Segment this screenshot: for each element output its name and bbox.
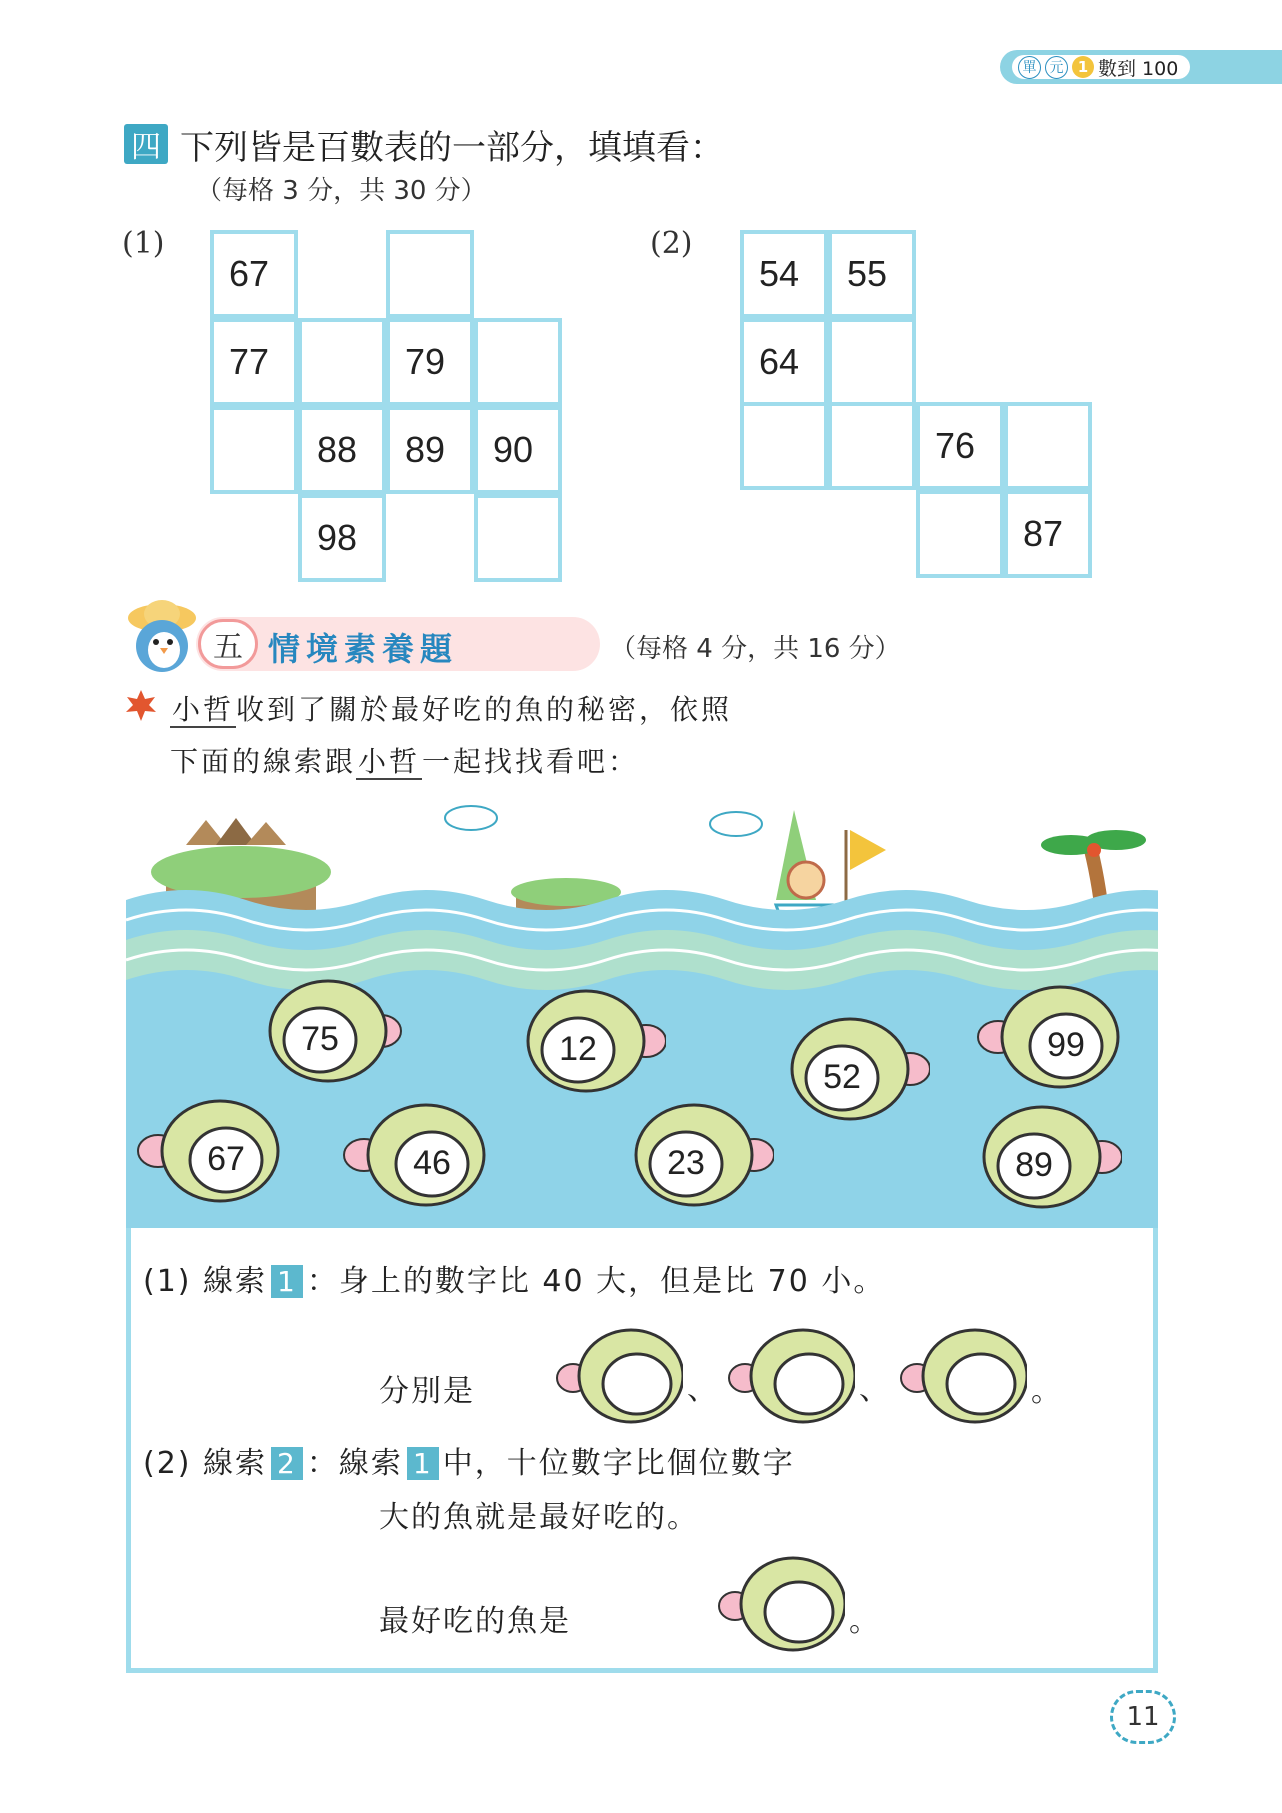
clue2-text-a: ：線索 <box>306 1446 403 1481</box>
p2-cell-r2c2-blank[interactable] <box>828 318 916 406</box>
p1-cell-r3c1-blank[interactable] <box>210 406 298 494</box>
puzzle1-label: (1) <box>122 226 165 261</box>
intro-text-part2: 下面的線索跟 <box>170 745 357 778</box>
character-name: 小哲 <box>172 693 235 726</box>
answer-fish-2[interactable] <box>725 1318 855 1428</box>
p2-cell-r2c1: 64 <box>740 318 828 406</box>
p1-cell-r2c4-blank[interactable] <box>474 318 562 406</box>
fish-number: 89 <box>1015 1146 1053 1184</box>
clue1-text: ：身上的數字比 40 大，但是比 70 小。 <box>306 1264 886 1299</box>
clue2-line1 <box>143 1438 795 1482</box>
unit-header-pill <box>1012 55 1190 79</box>
clue1-word: 線索 <box>203 1264 268 1299</box>
p1-cell-r4c4-blank[interactable] <box>474 494 562 582</box>
clue-box <box>126 1228 1158 1673</box>
separator-1: 、 <box>687 1372 719 1407</box>
clue2-line2: 大的魚就是最好吃的。 <box>379 1500 699 1535</box>
clue2-label: (2) <box>143 1446 192 1481</box>
section5-badge: 五 <box>198 619 258 669</box>
section5-intro-line1 <box>170 688 732 728</box>
p1-cell-r2c1: 77 <box>210 318 298 406</box>
p2-cell-r1c2: 55 <box>828 230 916 318</box>
clue1-label: (1) <box>143 1264 192 1299</box>
p1-cell-r2c3: 79 <box>386 318 474 406</box>
section4-title: 下列皆是百數表的一部分，填填看： <box>180 128 724 168</box>
fish-number: 12 <box>559 1030 597 1068</box>
intro-text-part1: 收到了關於最好吃的魚的秘密，依照 <box>236 693 733 726</box>
clue1-end-mark: 。 <box>1031 1374 1063 1409</box>
separator-2: 、 <box>859 1372 891 1407</box>
fish-number: 46 <box>413 1144 451 1182</box>
unit-char-2: 元 <box>1045 56 1068 79</box>
unit-char-1: 單 <box>1018 56 1041 79</box>
p2-cell-r4c4: 87 <box>1004 490 1092 578</box>
p1-cell-r3c4: 90 <box>474 406 562 494</box>
sea-scene <box>126 790 1158 1230</box>
p2-cell-r1c1: 54 <box>740 230 828 318</box>
maple-leaf-icon <box>124 688 158 722</box>
cloud-icon <box>445 806 762 836</box>
penguin-mascot-icon <box>122 596 202 676</box>
fish-number: 99 <box>1047 1026 1085 1064</box>
p1-cell-r1c3-blank[interactable] <box>386 230 474 318</box>
section4-score: （每格 3 分，共 30 分） <box>196 176 487 206</box>
clue2-word: 線索 <box>203 1446 268 1481</box>
clue2-ref-tag: 1 <box>407 1447 439 1480</box>
unit-number-badge: 1 <box>1072 56 1094 78</box>
clue2-tag: 2 <box>271 1447 303 1480</box>
clue1-answer-prefix: 分別是 <box>379 1374 475 1409</box>
fish-number: 52 <box>823 1058 861 1096</box>
answer-fish-3[interactable] <box>897 1318 1027 1428</box>
intro-text-part3: 一起找找看吧： <box>422 745 640 778</box>
puzzle2-label: (2) <box>650 226 693 261</box>
p1-cell-r4c2: 98 <box>298 494 386 582</box>
section5-score: （每格 4 分，共 16 分） <box>610 634 901 664</box>
clue2-text-b: 中，十位數字比個位數字 <box>442 1446 795 1481</box>
section5-intro-line2 <box>170 740 639 780</box>
fish-number: 23 <box>667 1144 705 1182</box>
p1-cell-r2c2-blank[interactable] <box>298 318 386 406</box>
p2-cell-r4c3-blank[interactable] <box>916 490 1004 578</box>
p1-cell-r1c1: 67 <box>210 230 298 318</box>
section5-title: 情境素養題 <box>268 630 459 668</box>
clue1-line <box>143 1256 885 1300</box>
character-name-2: 小哲 <box>358 745 421 778</box>
clue2-end-mark: 。 <box>849 1604 881 1639</box>
unit-title: 數到 100 <box>1098 57 1179 80</box>
clue2-answer-prefix: 最好吃的魚是 <box>379 1604 571 1639</box>
unit-header-tab <box>1000 50 1282 84</box>
p2-cell-r3c2-blank[interactable] <box>828 402 916 490</box>
p2-cell-r3c3: 76 <box>916 402 1004 490</box>
fish-number: 67 <box>207 1140 245 1178</box>
page-number: 11 <box>1110 1690 1176 1744</box>
clue1-tag: 1 <box>271 1265 303 1298</box>
p2-cell-r3c4-blank[interactable] <box>1004 402 1092 490</box>
answer-fish-best[interactable] <box>715 1546 845 1656</box>
p1-cell-r3c2: 88 <box>298 406 386 494</box>
section4-badge: 四 <box>124 124 168 164</box>
fish-number: 75 <box>301 1020 339 1058</box>
p2-cell-r3c1-blank[interactable] <box>740 402 828 490</box>
p1-cell-r3c3: 89 <box>386 406 474 494</box>
answer-fish-1[interactable] <box>553 1318 683 1428</box>
